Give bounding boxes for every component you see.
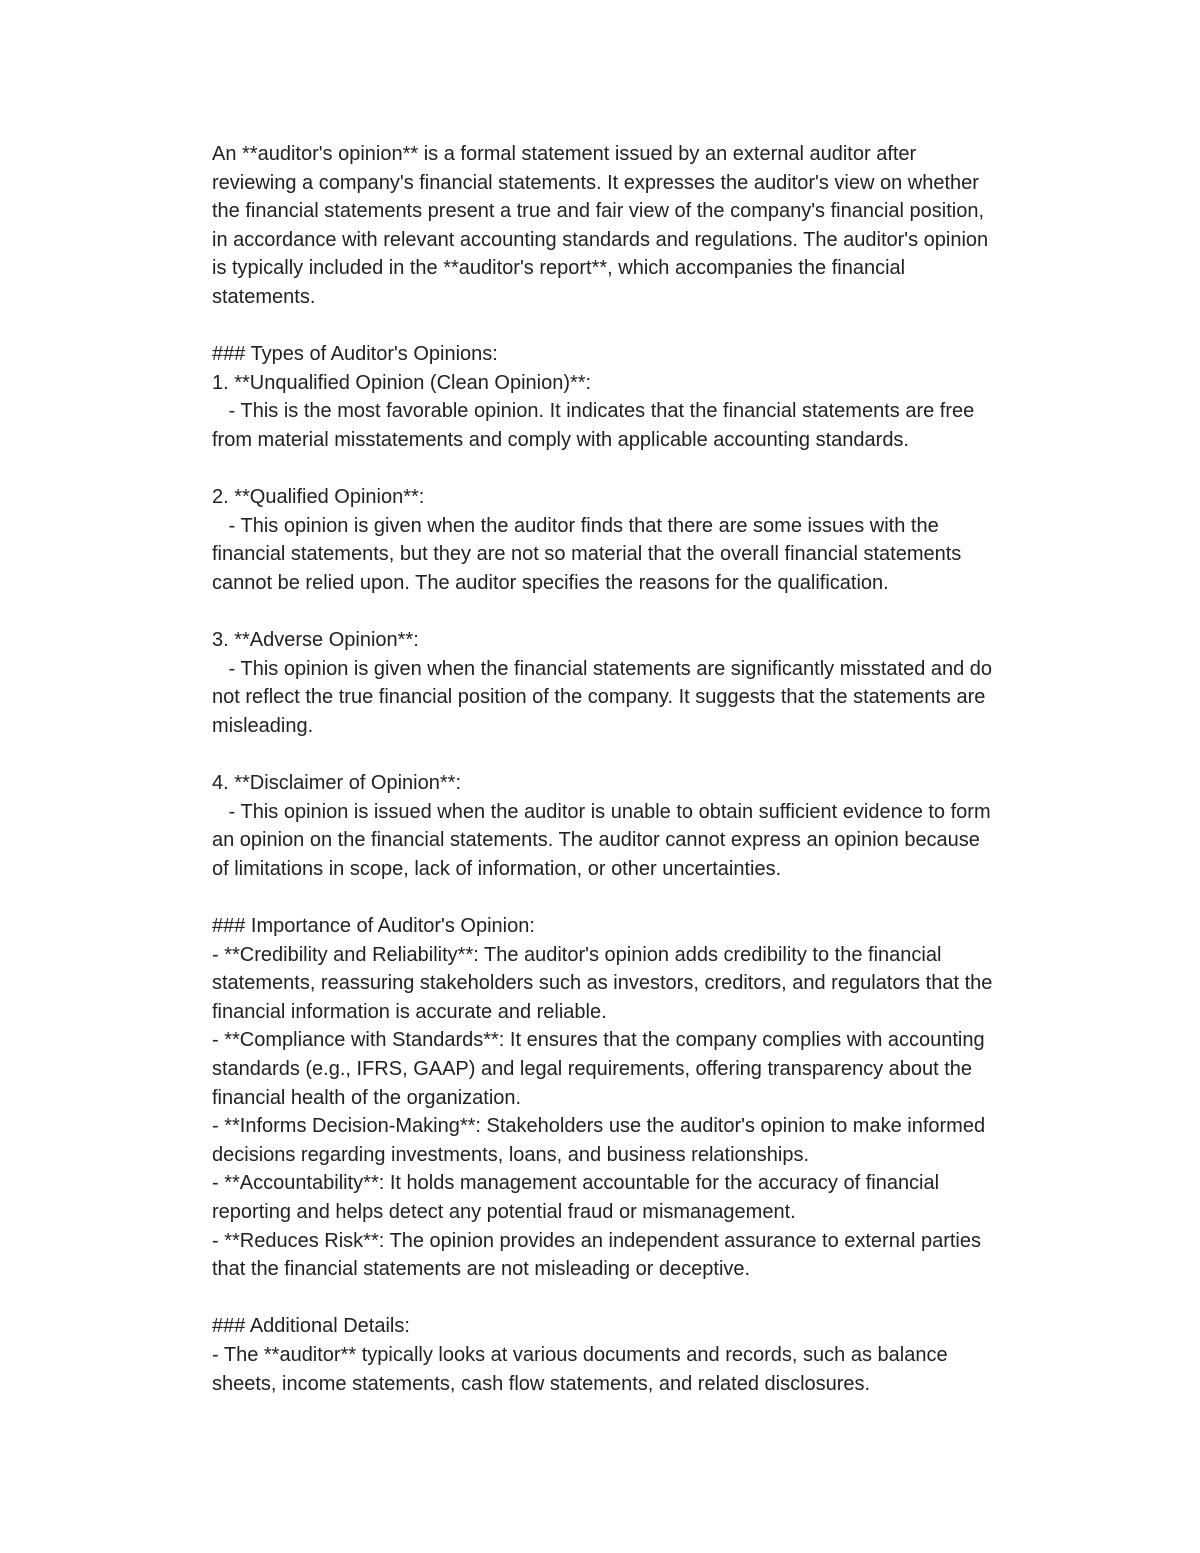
document-page (212, 140, 1072, 1398)
type-title: 2. **Qualified Opinion**: (212, 486, 425, 509)
type-line: - This opinion is given when the financial statements are significantly misstated and do (212, 657, 993, 680)
spacer (212, 598, 1072, 627)
type-line: an opinion on the financial statements. The auditor cannot express an opinion because (212, 829, 980, 852)
intro-line: is typically included in the **auditor's report**, which accompanies the financial (212, 257, 906, 280)
intro-line: in accordance with relevant accounting standards and regulations. The auditor's opinion (212, 228, 989, 251)
type-line: - This is the most favorable opinion. It indicates that the financial statements are free (212, 400, 975, 423)
type-line: financial statements, but they are not so material that the overall financial statements (212, 543, 962, 566)
importance-line: - **Informs Decision-Making**: Stakeholders use the auditor's opinion to make informed (212, 1115, 986, 1138)
importance-line: that the financial statements are not misleading or deceptive. (212, 1258, 751, 1281)
intro-line: reviewing a company's financial statements. It expresses the auditor's view on whether (212, 171, 979, 194)
importance-line: decisions regarding investments, loans, and business relationships. (212, 1143, 810, 1166)
spacer (212, 740, 1072, 769)
section-heading: ### Additional Details: (212, 1315, 410, 1338)
type-title: 4. **Disclaimer of Opinion**: (212, 772, 461, 795)
types-section (212, 340, 1072, 883)
spacer (212, 312, 1072, 341)
type-line: misleading. (212, 714, 314, 737)
importance-section (212, 912, 1072, 1284)
spacer (212, 455, 1072, 484)
intro-line: the financial statements present a true and fair view of the company's financial position, (212, 200, 985, 223)
spacer (212, 883, 1072, 912)
type-line: - This opinion is issued when the auditor is unable to obtain sufficient evidence to form (212, 800, 991, 823)
importance-line: statements, reassuring stakeholders such as investors, creditors, and regulators that the (212, 972, 993, 995)
additional-line: sheets, income statements, cash flow statements, and related disclosures. (212, 1372, 871, 1395)
importance-line: financial information is accurate and reliable. (212, 1000, 607, 1023)
additional-line: - The **auditor** typically looks at various documents and records, such as balance (212, 1343, 948, 1366)
intro-paragraph (212, 140, 1072, 312)
type-line: of limitations in scope, lack of information, or other uncertainties. (212, 857, 782, 880)
importance-line: standards (e.g., IFRS, GAAP) and legal requirements, offering transparency about the (212, 1058, 973, 1080)
type-line: not reflect the true financial position of the company. It suggests that the statements are (212, 686, 986, 709)
importance-line: - **Compliance with Standards**: It ensures that the company complies with accounting (212, 1029, 985, 1052)
importance-line: reporting and helps detect any potential fraud or mismanagement. (212, 1200, 796, 1223)
importance-line: financial health of the organization. (212, 1086, 522, 1109)
importance-line: - **Credibility and Reliability**: The auditor's opinion adds credibility to the financial (212, 943, 942, 966)
section-heading: ### Importance of Auditor's Opinion: (212, 915, 535, 938)
type-line: from material misstatements and comply with applicable accounting standards. (212, 428, 909, 451)
type-line: - This opinion is given when the auditor finds that there are some issues with the (212, 514, 939, 537)
type-line: cannot be relied upon. The auditor specifies the reasons for the qualification. (212, 571, 889, 594)
additional-section (212, 1312, 1072, 1398)
intro-line: statements. (212, 285, 316, 308)
type-title: 3. **Adverse Opinion**: (212, 629, 419, 652)
section-heading: ### Types of Auditor's Opinions: (212, 343, 498, 366)
importance-line: - **Reduces Risk**: The opinion provides an independent assurance to external parties (212, 1229, 981, 1252)
type-title: 1. **Unqualified Opinion (Clean Opinion)**: (212, 371, 592, 394)
importance-line: - **Accountability**: It holds management accountable for the accuracy of financial (212, 1172, 940, 1195)
spacer (212, 1284, 1072, 1313)
intro-line: An **auditor's opinion** is a formal statement issued by an external auditor after (212, 143, 917, 165)
